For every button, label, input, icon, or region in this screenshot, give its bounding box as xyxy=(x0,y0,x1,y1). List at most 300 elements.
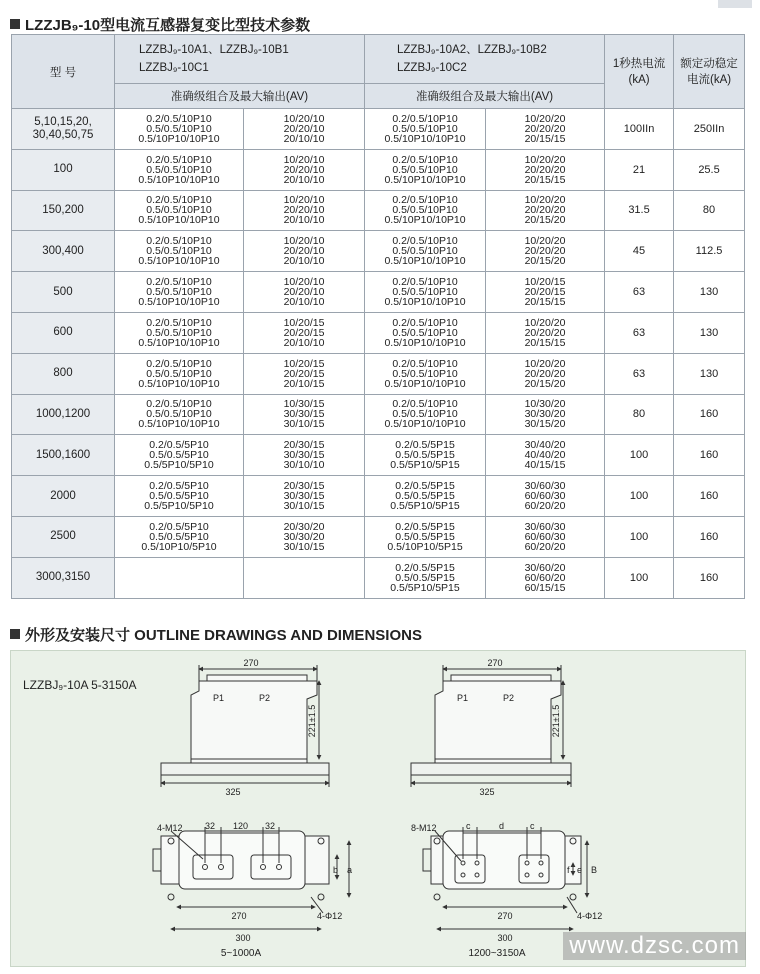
cell-line: 0.5/5P10/5P10 xyxy=(144,500,214,513)
cell-line: 0.5/0.5/10P10 xyxy=(146,408,212,421)
cell-line: 20/15/15 xyxy=(524,336,566,349)
g2-power-cell xyxy=(486,516,605,557)
dim-120: 120 xyxy=(233,821,249,831)
dim-b-left: b xyxy=(333,865,339,875)
cell-line: 500 xyxy=(53,285,73,298)
cell-line: 0.5/0.5/10P10 xyxy=(146,286,212,299)
cell-line: 10/30/15 xyxy=(283,398,325,411)
cell-line: 0.2/0.5/5P15 xyxy=(395,480,455,493)
ratio-cell xyxy=(12,435,115,476)
thermal-cell: 31.5 xyxy=(605,190,674,231)
cell-line: 0.5/0.5/10P10 xyxy=(392,204,458,217)
caption-left: 5~1000A xyxy=(220,948,262,959)
thermal-header-line: 1秒热电流 xyxy=(612,57,666,70)
g1-power-cell xyxy=(244,272,365,313)
thermal-cell: 80 xyxy=(605,394,674,435)
cell-line: 20/30/15 xyxy=(283,480,325,493)
cell-line: 0.2/0.5/10P10 xyxy=(146,112,212,125)
cell-line: 20/20/10 xyxy=(283,122,325,135)
g2-power-cell xyxy=(486,149,605,190)
table-row xyxy=(12,394,745,435)
dynamic-cell: 160 xyxy=(674,394,745,435)
cell-line: 0.2/0.5/5P10 xyxy=(149,439,209,452)
cell-line: 0.5/10P10/10P10 xyxy=(138,418,220,431)
cell-line: 0.5/10P10/10P10 xyxy=(384,296,466,309)
dim-32-a: 32 xyxy=(205,821,216,831)
cell-line: 0.2/0.5/10P10 xyxy=(392,357,458,370)
dim-a-left: a xyxy=(347,865,353,875)
cell-line: 30/30/20 xyxy=(283,530,325,543)
g1-combo-cell xyxy=(115,516,244,557)
cell-line: 20/20/20 xyxy=(524,367,566,380)
cell-line: 0.5/10P10/10P10 xyxy=(138,214,220,227)
cell-line: 2500 xyxy=(50,530,76,543)
bolt-label-left: 4-Φ12 xyxy=(317,911,343,921)
cell-line: 20/10/10 xyxy=(283,132,325,145)
g1-combo-cell xyxy=(115,394,244,435)
cell-line: 800 xyxy=(53,367,73,380)
dim-height-right: 221±1.5 xyxy=(551,704,561,738)
dim-d: d xyxy=(499,821,505,831)
thermal-header-line: (kA) xyxy=(628,73,650,86)
g2-combo-cell xyxy=(365,476,486,517)
section-title-params xyxy=(10,14,310,35)
g2-power-cell xyxy=(486,231,605,272)
cell-line: 20/10/10 xyxy=(283,336,325,349)
cell-line: 0.5/10P10/10P10 xyxy=(384,336,466,349)
dynamic-cell: 130 xyxy=(674,272,745,313)
dim-270-top-right: 270 xyxy=(497,911,513,921)
cell-line: 0.5/0.5/10P10 xyxy=(392,122,458,135)
cell-line: 0.2/0.5/5P15 xyxy=(395,520,455,533)
cell-line: 0.5/0.5/5P10 xyxy=(149,449,209,462)
cell-line: 300,400 xyxy=(42,244,84,257)
spec-table xyxy=(11,34,745,599)
header-dynamic-current xyxy=(674,35,745,109)
g2-combo-cell xyxy=(365,231,486,272)
cell-line: 0.2/0.5/5P10 xyxy=(149,480,209,493)
p1-label-right: P1 xyxy=(457,693,469,703)
cell-line: 60/20/20 xyxy=(524,540,566,553)
cell-line: 20/10/15 xyxy=(283,377,325,390)
section-title-text: 外形及安装尺寸 OUTLINE DRAWINGS AND DIMENSIONS xyxy=(25,627,422,644)
dynamic-header-line: 电流(kA) xyxy=(686,73,732,86)
cell-line: 0.5/0.5/10P10 xyxy=(392,326,458,339)
cell-line: 10/20/20 xyxy=(524,194,566,207)
cell-line: 600 xyxy=(53,326,73,339)
dim-b-right: B xyxy=(591,865,598,875)
cell-line: 0.5/10P10/10P10 xyxy=(138,296,220,309)
g1-combo-cell xyxy=(115,476,244,517)
g1-power-cell xyxy=(244,557,365,598)
g2-power-cell xyxy=(486,394,605,435)
cell-line: 10/20/20 xyxy=(524,153,566,166)
thermal-cell: 63 xyxy=(605,312,674,353)
cell-line: 0.5/10P10/10P10 xyxy=(138,336,220,349)
cell-line: 30/30/20 xyxy=(524,408,566,421)
cell-line: 10/20/20 xyxy=(524,357,566,370)
cell-line: 30/10/15 xyxy=(283,418,325,431)
dim-width-325-left: 325 xyxy=(225,787,241,797)
ratio-cell xyxy=(12,394,115,435)
cell-line: 30,40,50,75 xyxy=(32,128,94,141)
header-group2-models xyxy=(365,35,605,84)
cell-line: 0.5/0.5/10P10 xyxy=(392,286,458,299)
cell-line: 100 xyxy=(53,163,73,176)
cell-line: 0.5/0.5/10P10 xyxy=(146,122,212,135)
cell-line: 20/20/10 xyxy=(283,245,325,258)
cell-line: 10/20/10 xyxy=(283,112,325,125)
header-group1-models xyxy=(115,35,365,84)
g2-power-cell xyxy=(486,557,605,598)
cell-line: 0.2/0.5/10P10 xyxy=(392,112,458,125)
cell-line: 60/15/15 xyxy=(524,581,566,594)
cell-line: 20/20/10 xyxy=(283,163,325,176)
cell-line: 0.5/0.5/5P10 xyxy=(149,490,209,503)
cell-line: 0.5/0.5/5P15 xyxy=(395,449,455,462)
section-title-outline xyxy=(10,624,422,645)
cell-line: 10/20/10 xyxy=(283,194,325,207)
cell-line: 0.5/5P10/5P10 xyxy=(144,459,214,472)
cell-line: 1000,1200 xyxy=(35,407,91,420)
cell-line: 20/30/15 xyxy=(283,439,325,452)
table-row xyxy=(12,231,745,272)
ratio-cell xyxy=(12,557,115,598)
g1-combo-cell xyxy=(115,353,244,394)
cell-line: 20/15/15 xyxy=(524,132,566,145)
dim-c-2: c xyxy=(530,821,535,831)
cell-line: 0.2/0.5/10P10 xyxy=(392,194,458,207)
g2-combo-cell xyxy=(365,435,486,476)
cell-line: 20/30/20 xyxy=(283,520,325,533)
ratio-cell xyxy=(12,190,115,231)
cell-line: 30/60/30 xyxy=(524,520,566,533)
cell-line: 20/15/20 xyxy=(524,377,566,390)
dynamic-cell: 160 xyxy=(674,435,745,476)
sub-header-group1: 准确级组合及最大输出(AV) xyxy=(115,84,365,109)
g1-power-cell xyxy=(244,312,365,353)
cell-line: 10/20/10 xyxy=(283,235,325,248)
dynamic-cell: 130 xyxy=(674,312,745,353)
g2-power-cell xyxy=(486,435,605,476)
dim-width-270-left: 270 xyxy=(243,658,259,668)
dynamic-cell: 80 xyxy=(674,190,745,231)
cell-line: 10/20/10 xyxy=(283,276,325,289)
bullet-square-icon xyxy=(10,629,20,639)
cell-line: 0.2/0.5/10P10 xyxy=(392,235,458,248)
cell-line: 20/10/10 xyxy=(283,255,325,268)
cell-line: 20/15/15 xyxy=(524,296,566,309)
dim-270-top-left: 270 xyxy=(231,911,247,921)
dim-300-left: 300 xyxy=(235,933,251,943)
caption-right: 1200~3150A xyxy=(468,948,526,959)
cell-line: 20/20/15 xyxy=(283,367,325,380)
dynamic-cell: 250IIn xyxy=(674,109,745,150)
cell-line: 20/20/10 xyxy=(283,204,325,217)
cell-line: 30/60/30 xyxy=(524,480,566,493)
dim-c-1: c xyxy=(466,821,471,831)
cell-line: 0.5/0.5/5P15 xyxy=(395,571,455,584)
cell-line: 0.5/0.5/10P10 xyxy=(146,367,212,380)
dim-e-right: e xyxy=(577,865,583,875)
dynamic-header-line: 额定动稳定 xyxy=(680,57,738,70)
cell-line: 0.5/0.5/5P10 xyxy=(149,530,209,543)
thermal-cell: 100 xyxy=(605,516,674,557)
cell-line: 10/20/20 xyxy=(524,112,566,125)
g2-combo-cell xyxy=(365,109,486,150)
dynamic-cell: 160 xyxy=(674,476,745,517)
cell-line: 0.5/5P10/5P15 xyxy=(390,581,460,594)
cell-line: 40/15/15 xyxy=(524,459,566,472)
cell-line: 5,10,15,20, xyxy=(34,115,92,128)
cell-line: 30/30/15 xyxy=(283,490,325,503)
table-row xyxy=(12,516,745,557)
hole-label-right: 8-M12 xyxy=(411,823,437,833)
cell-line: 20/15/15 xyxy=(524,173,566,186)
g1-power-cell xyxy=(244,516,365,557)
g2-combo-cell xyxy=(365,353,486,394)
cell-line: 10/20/10 xyxy=(283,153,325,166)
cell-line: 0.2/0.5/10P10 xyxy=(146,398,212,411)
cell-line: 0.5/10P10/10P10 xyxy=(384,377,466,390)
bullet-square-icon xyxy=(10,19,20,29)
cell-line: 60/20/20 xyxy=(524,500,566,513)
cell-line: 20/20/15 xyxy=(283,326,325,339)
g1-combo-cell xyxy=(115,312,244,353)
header-model: 型 号 xyxy=(12,35,115,109)
g2-power-cell xyxy=(486,190,605,231)
section-title-text: LZZJB₉-10型电流互感器复变比型技术参数 xyxy=(25,17,311,34)
ratio-cell xyxy=(12,476,115,517)
g2-combo-cell xyxy=(365,516,486,557)
thermal-cell: 100 xyxy=(605,557,674,598)
hole-label-left: 4-M12 xyxy=(157,823,183,833)
group1-model-line: LZZBJ₉-10A1、LZZBJ₉-10B1 xyxy=(139,44,289,56)
dim-width-325-right: 325 xyxy=(479,787,495,797)
dim-width-270-right: 270 xyxy=(487,658,503,668)
thermal-cell: 100 xyxy=(605,435,674,476)
dynamic-cell: 160 xyxy=(674,516,745,557)
cell-line: 0.5/10P10/10P10 xyxy=(384,214,466,227)
ratio-cell xyxy=(12,231,115,272)
g2-combo-cell xyxy=(365,312,486,353)
g1-combo-cell xyxy=(115,190,244,231)
cell-line: 30/10/15 xyxy=(283,540,325,553)
cell-line: 0.5/0.5/10P10 xyxy=(146,326,212,339)
outline-drawings-svg xyxy=(11,651,745,966)
cell-line: 0.5/0.5/10P10 xyxy=(392,408,458,421)
ratio-cell xyxy=(12,353,115,394)
cell-line: 0.2/0.5/10P10 xyxy=(392,276,458,289)
sub-header-group2: 准确级组合及最大输出(AV) xyxy=(365,84,605,109)
cell-line: 0.5/10P10/5P15 xyxy=(387,540,463,553)
g1-combo-cell xyxy=(115,435,244,476)
g1-combo-cell xyxy=(115,272,244,313)
p1-label-left: P1 xyxy=(213,693,225,703)
cell-line: 0.2/0.5/10P10 xyxy=(146,194,212,207)
header-thermal-current xyxy=(605,35,674,109)
cell-line: 0.5/10P10/10P10 xyxy=(384,418,466,431)
table-row xyxy=(12,476,745,517)
cell-line: 10/20/15 xyxy=(524,276,566,289)
group2-model-line: LZZBJ₉-10A2、LZZBJ₉-10B2 xyxy=(397,44,547,56)
g1-power-cell xyxy=(244,394,365,435)
cell-line: 10/20/15 xyxy=(283,357,325,370)
cell-line: 20/10/10 xyxy=(283,173,325,186)
p2-label-left: P2 xyxy=(259,693,271,703)
cell-line: 20/20/15 xyxy=(524,286,566,299)
cell-line: 0.5/0.5/10P10 xyxy=(392,163,458,176)
g1-combo-cell xyxy=(115,109,244,150)
dynamic-cell: 25.5 xyxy=(674,149,745,190)
cell-line: 10/30/20 xyxy=(524,398,566,411)
cell-line: 0.5/0.5/10P10 xyxy=(146,163,212,176)
ratio-cell xyxy=(12,516,115,557)
cell-line: 60/60/30 xyxy=(524,530,566,543)
ratio-cell xyxy=(12,149,115,190)
g2-combo-cell xyxy=(365,557,486,598)
cell-line: 0.5/10P10/10P10 xyxy=(138,173,220,186)
g1-power-cell xyxy=(244,190,365,231)
cell-line: 20/20/20 xyxy=(524,204,566,217)
cell-line: 0.5/10P10/10P10 xyxy=(138,377,220,390)
cell-line: 0.5/0.5/5P15 xyxy=(395,530,455,543)
table-row xyxy=(12,435,745,476)
cell-line: 40/40/20 xyxy=(524,449,566,462)
g1-power-cell xyxy=(244,109,365,150)
cell-line: 0.5/0.5/10P10 xyxy=(146,204,212,217)
cell-line: 0.2/0.5/10P10 xyxy=(146,316,212,329)
g2-power-cell xyxy=(486,312,605,353)
p2-label-right: P2 xyxy=(503,693,515,703)
table-row xyxy=(12,149,745,190)
g2-power-cell xyxy=(486,272,605,313)
table-row xyxy=(12,312,745,353)
cell-line: 0.2/0.5/5P10 xyxy=(149,520,209,533)
cell-line: 30/30/15 xyxy=(283,408,325,421)
cell-line: 20/15/20 xyxy=(524,214,566,227)
table-row xyxy=(12,557,745,598)
cell-line: 0.5/5P10/5P15 xyxy=(390,500,460,513)
cell-line: 10/20/15 xyxy=(283,316,325,329)
ratio-cell xyxy=(12,109,115,150)
g2-combo-cell xyxy=(365,272,486,313)
cell-line: 150,200 xyxy=(42,203,84,216)
cell-line: 2000 xyxy=(50,489,76,502)
cell-line: 0.2/0.5/10P10 xyxy=(392,398,458,411)
cell-line: 0.2/0.5/10P10 xyxy=(146,357,212,370)
thermal-cell: 100 xyxy=(605,476,674,517)
cell-line: 30/30/15 xyxy=(283,449,325,462)
cell-line: 10/20/20 xyxy=(524,235,566,248)
cell-line: 20/20/20 xyxy=(524,326,566,339)
g1-combo-cell xyxy=(115,149,244,190)
cell-line: 20/15/20 xyxy=(524,255,566,268)
g2-combo-cell xyxy=(365,190,486,231)
g2-power-cell xyxy=(486,109,605,150)
cell-line: 0.5/10P10/10P10 xyxy=(384,173,466,186)
cell-line: 0.5/5P10/5P15 xyxy=(390,459,460,472)
thermal-cell: 63 xyxy=(605,353,674,394)
cell-line: 0.5/0.5/10P10 xyxy=(392,245,458,258)
cell-line: 0.2/0.5/10P10 xyxy=(392,316,458,329)
cell-line: 0.5/10P10/10P10 xyxy=(138,255,220,268)
cell-line: 0.5/10P10/5P10 xyxy=(141,540,217,553)
cell-line: 30/10/15 xyxy=(283,500,325,513)
cell-line: 0.5/10P10/10P10 xyxy=(384,132,466,145)
watermark: www.dzsc.com xyxy=(563,932,746,960)
table-body xyxy=(12,109,745,599)
outline-drawing-panel xyxy=(10,650,746,967)
g1-power-cell xyxy=(244,231,365,272)
g1-power-cell xyxy=(244,353,365,394)
cell-line: 3000,3150 xyxy=(35,571,91,584)
table-row xyxy=(12,190,745,231)
cell-line: 10/20/20 xyxy=(524,316,566,329)
cell-line: 60/60/30 xyxy=(524,490,566,503)
g2-combo-cell xyxy=(365,149,486,190)
dim-f-right: f xyxy=(567,865,570,875)
g1-power-cell xyxy=(244,476,365,517)
cell-line: 0.5/0.5/10P10 xyxy=(146,245,212,258)
ratio-cell xyxy=(12,272,115,313)
dynamic-cell: 130 xyxy=(674,353,745,394)
cell-line: 1500,1600 xyxy=(35,448,91,461)
thermal-cell: 63 xyxy=(605,272,674,313)
cell-line: 30/60/20 xyxy=(524,561,566,574)
group2-model-line: LZZBJ₉-10C2 xyxy=(397,62,467,74)
g2-power-cell xyxy=(486,476,605,517)
thermal-cell: 21 xyxy=(605,149,674,190)
g1-power-cell xyxy=(244,149,365,190)
cell-line: 20/20/20 xyxy=(524,245,566,258)
bolt-label-right: 4-Φ12 xyxy=(577,911,603,921)
cell-line: 0.5/0.5/10P10 xyxy=(392,367,458,380)
cell-line: 0.2/0.5/5P15 xyxy=(395,561,455,574)
dim-300-right: 300 xyxy=(497,933,513,943)
cell-line: 0.5/10P10/10P10 xyxy=(384,255,466,268)
g2-power-cell xyxy=(486,353,605,394)
g1-combo-cell xyxy=(115,557,244,598)
cell-line: 20/20/10 xyxy=(283,286,325,299)
cell-line: 0.2/0.5/10P10 xyxy=(392,153,458,166)
table-row xyxy=(12,353,745,394)
dim-32-b: 32 xyxy=(265,821,276,831)
cell-line: 20/10/10 xyxy=(283,214,325,227)
cell-line: 0.5/10P10/10P10 xyxy=(138,132,220,145)
drawing-model-label: LZZBJ₉-10A 5-3150A xyxy=(23,678,137,692)
cell-line: 0.5/0.5/5P15 xyxy=(395,490,455,503)
cell-line: 20/20/20 xyxy=(524,163,566,176)
cell-line: 30/40/20 xyxy=(524,439,566,452)
g1-power-cell xyxy=(244,435,365,476)
table-row xyxy=(12,109,745,150)
table-row xyxy=(12,272,745,313)
cell-line: 0.2/0.5/10P10 xyxy=(146,153,212,166)
dynamic-cell: 160 xyxy=(674,557,745,598)
cell-line: 30/15/20 xyxy=(524,418,566,431)
g1-combo-cell xyxy=(115,231,244,272)
group1-model-line: LZZBJ₉-10C1 xyxy=(139,62,209,74)
cell-line: 0.2/0.5/10P10 xyxy=(146,235,212,248)
cell-line: 0.2/0.5/10P10 xyxy=(146,276,212,289)
g2-combo-cell xyxy=(365,394,486,435)
front-view-right xyxy=(411,665,571,787)
cell-line: 0.2/0.5/5P15 xyxy=(395,439,455,452)
corner-decoration xyxy=(718,0,752,8)
cell-line: 30/10/10 xyxy=(283,459,325,472)
ratio-cell xyxy=(12,312,115,353)
